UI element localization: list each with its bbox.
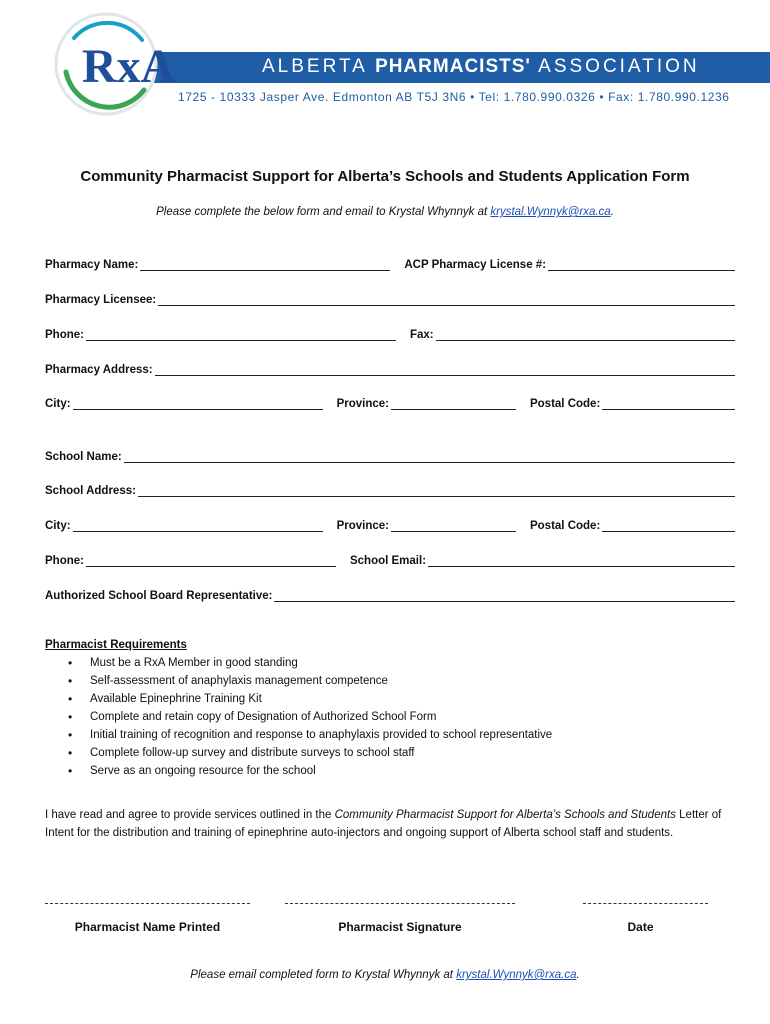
form-title: Community Pharmacist Support for Alberta’s Schools and Students Application Form [80, 168, 690, 185]
school-city-label: City: [45, 520, 71, 532]
school-email-field[interactable] [428, 555, 735, 567]
list-item: • Complete and retain copy of Designation of Authorized School Form [90, 708, 750, 726]
school-rep-row [45, 586, 735, 602]
footer-email-link[interactable]: krystal.Wynnyk@rxa.ca [456, 969, 577, 981]
school-email-label: School Email: [349, 555, 427, 567]
pharmacy-licensee-field[interactable] [158, 294, 735, 306]
school-city-field[interactable] [73, 520, 323, 532]
school-phone-field[interactable] [86, 555, 336, 567]
phone-fax-row [45, 325, 735, 341]
list-item: • Available Epinephrine Training Kit [90, 690, 750, 708]
school-rep-field[interactable] [274, 590, 735, 602]
org-name: ALBERTA PHARMACISTS' ASSOCIATION [262, 56, 700, 77]
acp-license-label: ACP Pharmacy License #: [404, 259, 547, 271]
signature-line[interactable] [285, 903, 515, 906]
fax-label: Fax: [409, 329, 434, 341]
name-printed-line[interactable] [45, 903, 250, 906]
date-label: Date [627, 920, 654, 934]
date-line[interactable] [583, 903, 708, 906]
phone-field[interactable] [86, 329, 396, 341]
pharmacy-licensee-row [45, 290, 735, 306]
pharmacy-name-field[interactable] [140, 259, 390, 271]
school-phone-email-row [45, 551, 735, 567]
school-province-label: Province: [336, 520, 389, 532]
list-item: • Self-assessment of anaphylaxis management competence [90, 672, 750, 690]
requirements-list [45, 654, 750, 780]
pharmacy-licensee-label: Pharmacy Licensee: [45, 294, 157, 306]
pharmacy-name-row [45, 255, 735, 271]
rxa-logo [52, 10, 176, 118]
pharmacy-address-field[interactable] [155, 364, 735, 376]
email-link[interactable]: krystal.Wynnyk@rxa.ca [490, 206, 611, 218]
city-province-postal-row [45, 394, 735, 410]
name-printed-label: Pharmacist Name Printed [74, 920, 221, 934]
requirements-title: Pharmacist Requirements [45, 639, 187, 651]
school-address-field[interactable] [138, 485, 735, 497]
school-province-field[interactable] [391, 520, 516, 532]
pharmacy-address-label: Pharmacy Address: [45, 364, 153, 376]
acp-license-field[interactable] [548, 259, 735, 271]
letterhead [0, 0, 770, 118]
footer-instructions: Please email completed form to Krystal Whynnyk at krystal.Wynnyk@rxa.ca. [190, 969, 580, 981]
fax-field[interactable] [436, 329, 735, 341]
org-contact: 1725 - 10333 Jasper Ave. Edmonton AB T5J 3N6 • Tel: 1.780.990.0326 • Fax: 1.780.990.1236 [178, 90, 730, 104]
school-city-province-postal-row [45, 516, 735, 532]
postal-code-label: Postal Code: [529, 398, 601, 410]
school-name-label: School Name: [45, 451, 122, 463]
list-item: • Complete follow-up survey and distribute surveys to school staff [90, 744, 750, 762]
list-item: • Serve as an ongoing resource for the school [90, 762, 750, 780]
school-address-row [45, 481, 735, 497]
form-instructions: Please complete the below form and email to Krystal Whynnyk at krystal.Wynnyk@rxa.ca. [156, 206, 614, 218]
province-label: Province: [336, 398, 389, 410]
pharmacy-name-label: Pharmacy Name: [45, 259, 139, 271]
list-item: • Must be a RxA Member in good standing [90, 654, 750, 672]
school-rep-label: Authorized School Board Representative: [45, 590, 273, 602]
school-phone-label: Phone: [45, 555, 84, 567]
list-item: • Initial training of recognition and response to anaphylaxis provided to school representative [90, 726, 750, 744]
signature-label: Pharmacist Signature [338, 920, 462, 934]
city-label: City: [45, 398, 71, 410]
school-address-label: School Address: [45, 485, 136, 497]
agreement-text: I have read and agree to provide services outlined in the Community Pharmacist Support for Alberta’s Schools and Students Letter of Intent for the distribution and training of epinephrine auto-injectors and ongoing support of Alberta school staff and students. [45, 809, 722, 839]
postal-code-field[interactable] [602, 398, 735, 410]
school-postal-code-label: Postal Code: [529, 520, 601, 532]
province-field[interactable] [391, 398, 516, 410]
school-name-field[interactable] [124, 451, 735, 463]
school-name-row [45, 447, 735, 463]
logo-text: RxA [82, 40, 176, 93]
school-postal-code-field[interactable] [602, 520, 735, 532]
pharmacy-address-row [45, 360, 735, 376]
phone-label: Phone: [45, 329, 84, 341]
city-field[interactable] [73, 398, 323, 410]
